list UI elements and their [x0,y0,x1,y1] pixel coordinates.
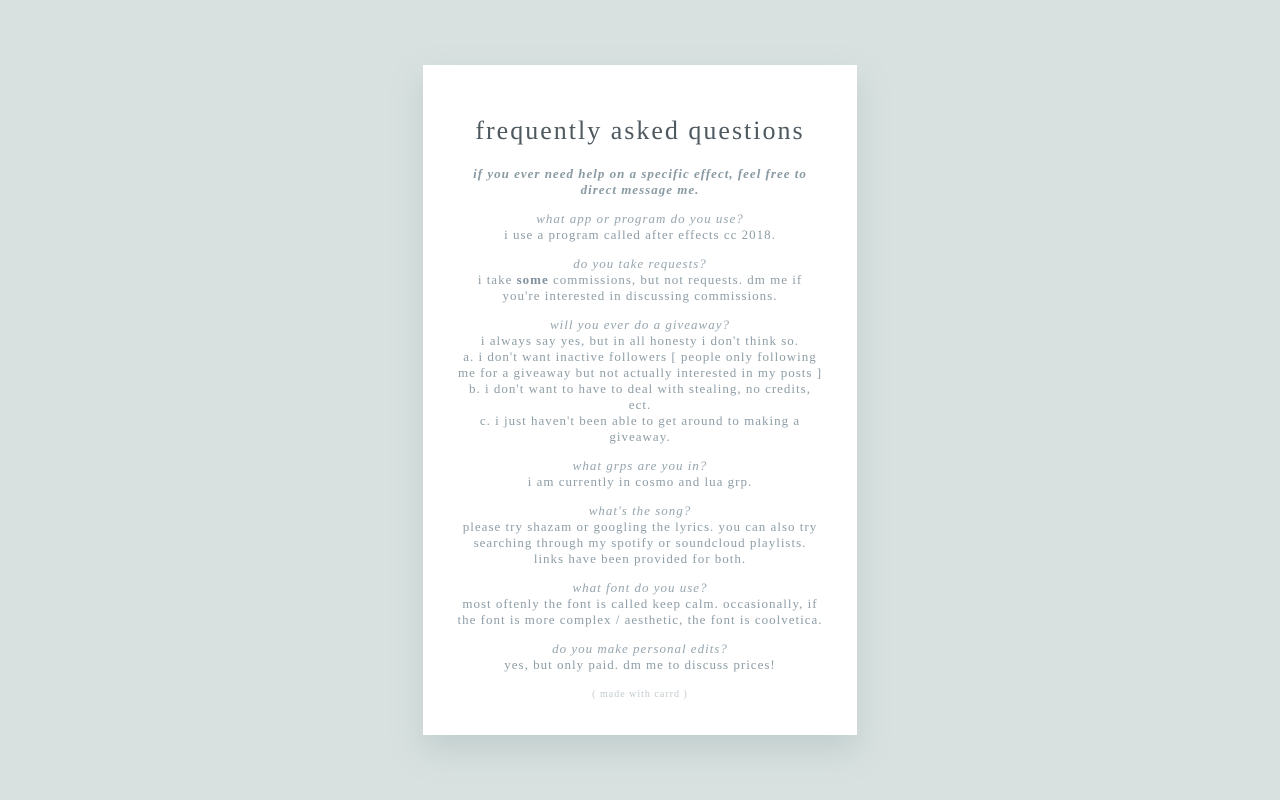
faq-question: what app or program do you use? [536,211,744,226]
faq-answer-line: c. i just haven't been able to get around to making a giveaway. [479,413,801,444]
faq-question: what font do you use? [572,580,708,595]
faq-question: do you make personal edits? [552,641,728,656]
faq-answer: i am currently in cosmo and lua grp. [527,474,753,489]
faq-answer-line: i always say yes, but in all honesty i don't think so. [480,333,800,348]
faq-item-font [457,580,823,628]
faq-question: what grps are you in? [572,458,708,473]
faq-item-requests [457,256,823,304]
page-title: frequently asked questions [475,116,805,145]
faq-answer-line: a. i don't want inactive followers [ people only following me for a giveaway but not actually interested in my posts ] [457,349,823,380]
faq-question: will you ever do a giveaway? [550,317,730,332]
faq-answer-line: b. i don't want to have to deal with stealing, no credits, ect. [469,381,811,412]
answer-emphasis: some [516,272,549,287]
faq-question: what's the song? [588,503,692,518]
faq-card [423,65,857,735]
faq-answer [457,272,823,304]
faq-item-giveaway [457,317,823,445]
faq-item-edits [457,641,823,673]
faq-answer: yes, but only paid. dm me to discuss prices! [504,657,776,672]
faq-item-app [457,211,823,243]
faq-item-grps [457,458,823,490]
faq-question: do you take requests? [573,256,707,271]
answer-prefix: i take [477,272,517,287]
answer-suffix: commissions, but not requests. dm me if you're interested in discussing commissions. [502,272,803,303]
made-with-carrd-link[interactable]: ( made with carrd ) [592,689,688,700]
intro-text: if you ever need help on a specific effect, feel free to direct message me. [473,166,807,197]
faq-answer: most oftenly the font is called keep calm. occasionally, if the font is more complex / aesthetic, the font is coolvetica. [457,596,823,627]
faq-answer: i use a program called after effects cc 2018. [504,227,776,242]
faq-answer: please try shazam or googling the lyrics. you can also try searching through my spotify or soundcloud playlists. links have been provided for both. [462,519,818,566]
faq-item-song [457,503,823,567]
